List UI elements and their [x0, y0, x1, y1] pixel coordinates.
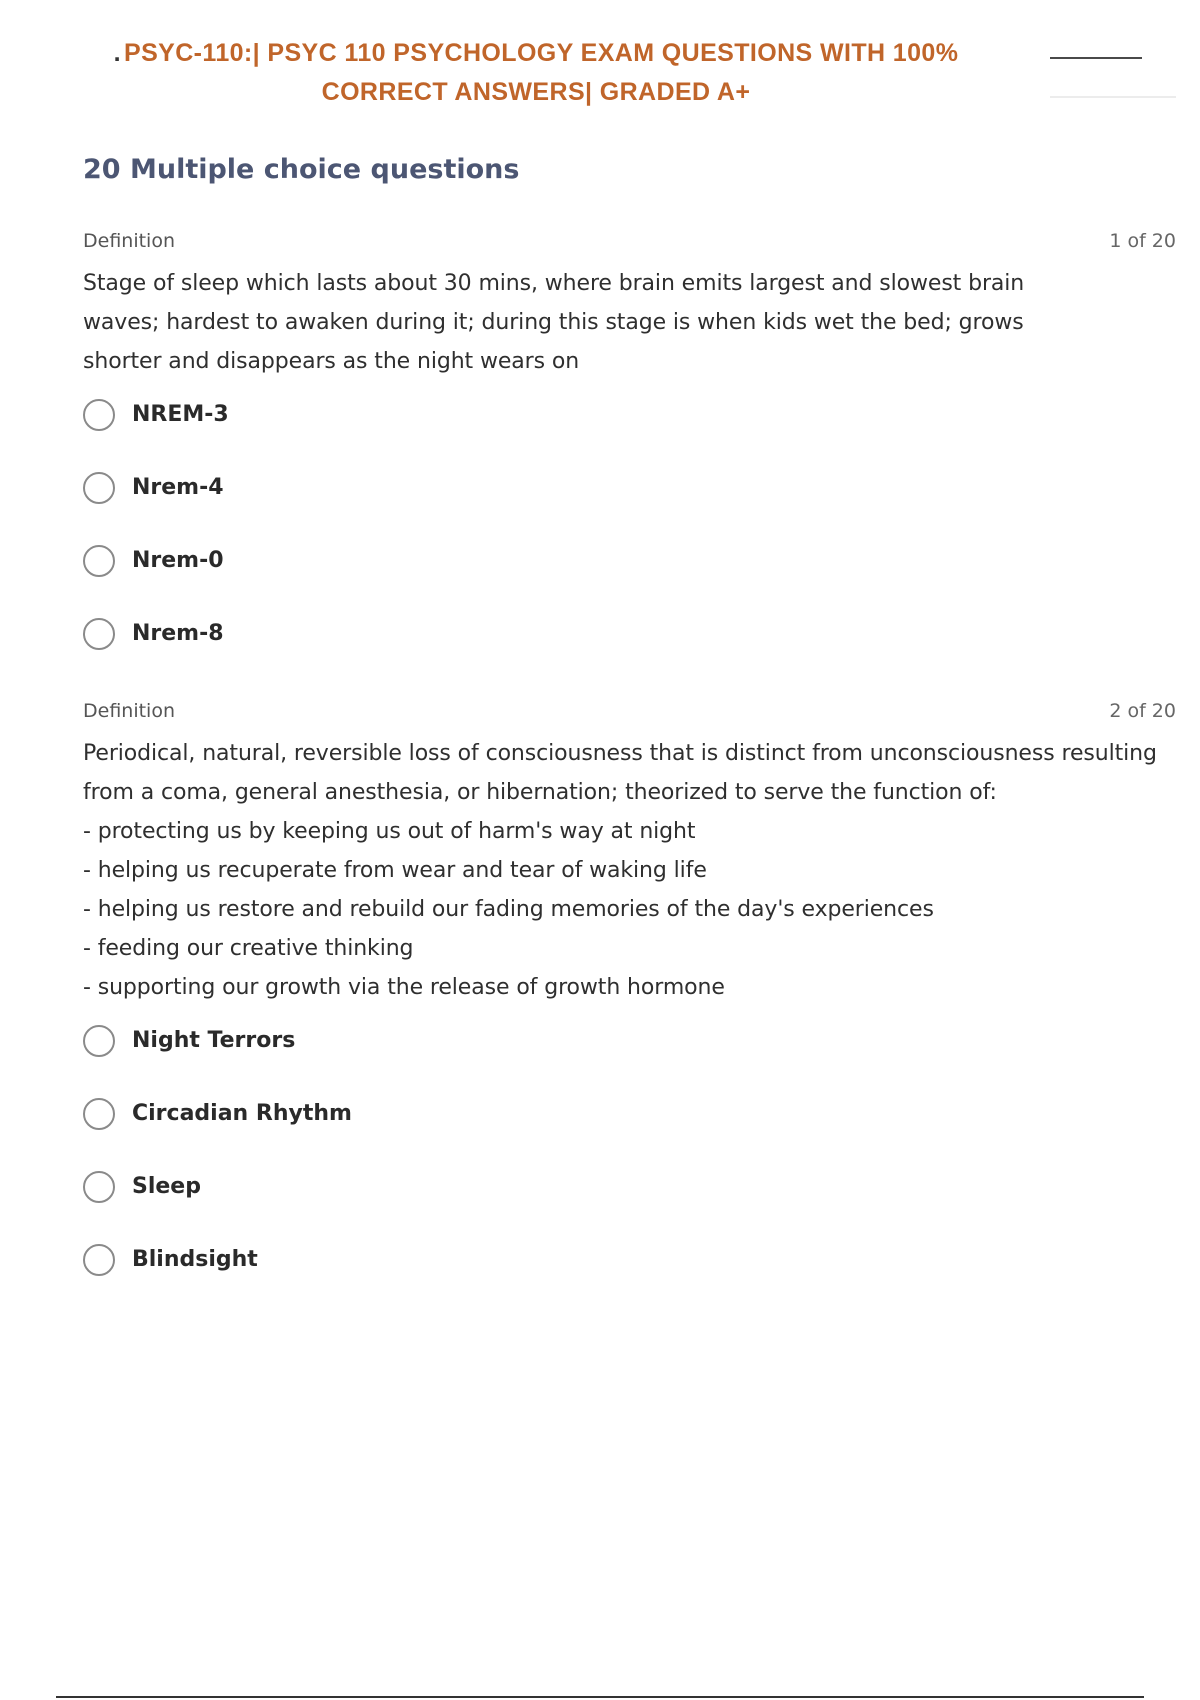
question-card	[83, 226, 1176, 691]
radio-button[interactable]	[83, 399, 115, 431]
question-text	[83, 264, 1083, 381]
answer-option-label: Nrem-8	[132, 621, 224, 646]
question-header	[83, 226, 1176, 256]
answer-options	[83, 1025, 1176, 1317]
answer-option[interactable]	[83, 618, 1176, 691]
question-header	[83, 696, 1176, 726]
question-text-line: - supporting our growth via the release of growth hormone	[83, 975, 725, 1000]
answer-option[interactable]	[83, 399, 1176, 472]
question-text-line: Stage of sleep which lasts about 30 mins, where brain emits largest and slowest brain waves; hardest to awaken during it; during this stage is when kids wet the bed; grows shorter and disappears as the night wears on	[83, 271, 1025, 374]
answer-option[interactable]	[83, 1025, 1176, 1098]
answer-options	[83, 399, 1176, 691]
radio-button[interactable]	[83, 472, 115, 504]
answer-option[interactable]	[83, 472, 1176, 545]
answer-option-label: Night Terrors	[132, 1028, 296, 1053]
radio-button[interactable]	[83, 1244, 115, 1276]
answer-option-label: Circadian Rhythm	[132, 1101, 352, 1126]
radio-button[interactable]	[83, 618, 115, 650]
answer-option-label: Nrem-4	[132, 475, 224, 500]
question-text-line: - helping us restore and rebuild our fading memories of the day's experiences	[83, 897, 934, 922]
question-type-label: Definition	[83, 230, 176, 252]
question-counter: 1 of 20	[1109, 230, 1176, 252]
radio-button[interactable]	[83, 1098, 115, 1130]
title-leading-mark: .	[113, 39, 121, 67]
answer-option-label: NREM-3	[132, 402, 229, 427]
answer-option[interactable]	[83, 1244, 1176, 1317]
question-text-line: - protecting us by keeping us out of harm's way at night	[83, 819, 696, 844]
radio-button[interactable]	[83, 545, 115, 577]
question-text-line: - feeding our creative thinking	[83, 936, 414, 961]
question-type-label: Definition	[83, 700, 176, 722]
answer-option-label: Blindsight	[132, 1247, 258, 1272]
answer-option[interactable]	[83, 1098, 1176, 1171]
header-rule	[1050, 57, 1142, 59]
question-text-line: - helping us recuperate from wear and tear of waking life	[83, 858, 707, 883]
radio-button[interactable]	[83, 1025, 115, 1057]
header-rule-faint	[1050, 96, 1176, 98]
question-text	[83, 734, 1176, 1007]
footer-rule	[56, 1696, 1144, 1698]
radio-button[interactable]	[83, 1171, 115, 1203]
answer-option-label: Nrem-0	[132, 548, 224, 573]
document-title	[56, 34, 1016, 112]
document-title-text: PSYC-110:| PSYC 110 PSYCHOLOGY EXAM QUESTIONS WITH 100% CORRECT ANSWERS| GRADED A+	[124, 39, 959, 106]
question-counter: 2 of 20	[1109, 700, 1176, 722]
answer-option[interactable]	[83, 545, 1176, 618]
question-card	[83, 696, 1176, 1317]
question-text-line: Periodical, natural, reversible loss of consciousness that is distinct from unconsciousness resulting from a coma, general anesthesia, or hibernation; theorized to serve the function of:	[83, 741, 1157, 805]
answer-option[interactable]	[83, 1171, 1176, 1244]
quiz-heading: 20 Multiple choice questions	[83, 154, 520, 185]
answer-option-label: Sleep	[132, 1174, 201, 1199]
